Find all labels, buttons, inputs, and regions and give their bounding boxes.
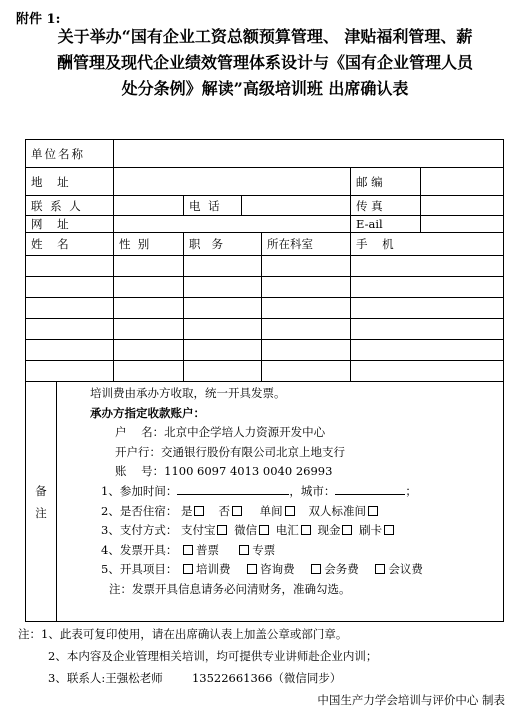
invoice-type-label: 4、发票开具： — [101, 542, 178, 557]
option-cash: 现金 — [317, 523, 341, 538]
footer-note-1: 注：1、此表可复印使用，请在出席确认表上加盖公章或部门章。 — [18, 627, 348, 641]
option-single-room: 单间 — [259, 503, 283, 518]
registration-form-table — [25, 139, 504, 622]
issuer-signature: 中国生产力学会培训与评价中心 制表 — [317, 693, 505, 707]
header-name: 姓 名 — [26, 233, 114, 256]
attendance-time-line — [57, 482, 503, 502]
account-name-label: 户 名： — [115, 425, 165, 440]
contact-person: 3、联系人:王强松老师 — [48, 671, 163, 685]
contact-phone: 13522661366（微信同步） — [191, 671, 342, 685]
account-no-label: 账 号： — [115, 464, 165, 479]
row-contact — [26, 196, 504, 216]
account-name-value: 北京中企学培人力资源开发中心 — [164, 425, 326, 440]
attendee-name-cell[interactable] — [26, 340, 114, 361]
option-card: 刷卡 — [359, 523, 383, 538]
option-no: 否 — [218, 503, 230, 518]
attendee-gender-cell[interactable] — [114, 361, 184, 382]
option-yes: 是 — [180, 503, 193, 518]
title-line-1: 关于举办“国有企业工资总额预算管理、 津贴福利管理、薪 — [57, 27, 473, 46]
postcode-field[interactable] — [421, 168, 504, 196]
invoice-item-line — [57, 560, 503, 580]
header-position: 职 务 — [184, 233, 262, 256]
attendee-mobile-cell[interactable] — [351, 361, 504, 382]
attendee-department-cell[interactable] — [262, 319, 351, 340]
remarks-row — [26, 382, 504, 622]
attendee-department-cell[interactable] — [262, 298, 351, 319]
remarks-label-1: 备 — [35, 483, 47, 498]
option-special-invoice: 专票 — [252, 542, 276, 557]
attendee-row — [26, 277, 504, 298]
header-mobile: 手 机 — [351, 233, 504, 256]
attendee-position-cell[interactable] — [184, 361, 262, 382]
attendee-row — [26, 361, 504, 382]
attendance-end: ； — [405, 483, 417, 498]
bank-value: 交通银行股份有限公司北京上地支行 — [161, 444, 345, 459]
attendee-department-cell[interactable] — [262, 340, 351, 361]
option-training-fee: 培训费 — [195, 562, 231, 577]
attendee-row — [26, 319, 504, 340]
account-no-line — [57, 462, 503, 482]
footer-note-2: 2、本内容及企业管理相关培训，均可提供专业讲师赴企业内训； — [48, 649, 378, 663]
attendee-gender-cell[interactable] — [114, 340, 184, 361]
remarks-label-2: 注 — [35, 505, 47, 520]
invoice-note: 注：发票开具信息请务必问清财务，准确勾选。 — [109, 581, 351, 596]
footer-note-3 — [48, 670, 341, 686]
checkbox-wire[interactable] — [301, 525, 311, 535]
attendee-position-cell[interactable] — [184, 256, 262, 277]
attendee-row — [26, 256, 504, 277]
option-alipay: 支付宝 — [180, 523, 216, 538]
attendee-name-cell[interactable] — [26, 298, 114, 319]
attendee-gender-cell[interactable] — [114, 319, 184, 340]
fee-note: 培训费由承办方收取，统一开具发票。 — [90, 386, 286, 400]
account-name-line — [57, 423, 503, 443]
email-label: E-ail — [351, 216, 421, 233]
title-line-2: 酬管理及现代企业绩效管理体系设计与《国有企业管理人员 — [56, 53, 473, 72]
attendee-name-cell[interactable] — [26, 319, 114, 340]
bank-label: 开户行： — [115, 444, 161, 459]
address-field[interactable] — [114, 168, 351, 196]
attendee-mobile-cell[interactable] — [351, 319, 504, 340]
option-wire: 电汇 — [275, 523, 299, 538]
checkbox-no[interactable] — [232, 506, 242, 516]
website-field[interactable] — [114, 216, 351, 233]
checkbox-single-room[interactable] — [285, 506, 295, 516]
row-unit-name — [26, 140, 504, 168]
checkbox-special-invoice[interactable] — [239, 545, 249, 555]
checkbox-wechat[interactable] — [259, 525, 269, 535]
contact-field[interactable] — [114, 196, 184, 216]
contact-label: 联 系 人 — [26, 196, 114, 216]
attendee-gender-cell[interactable] — [114, 298, 184, 319]
website-label: 网 址 — [26, 216, 114, 233]
fax-field[interactable] — [421, 196, 504, 216]
attendance-city-blank[interactable] — [335, 484, 405, 495]
attendance-time-blank[interactable] — [177, 484, 289, 495]
attendee-department-cell[interactable] — [262, 256, 351, 277]
attendee-row — [26, 298, 504, 319]
attendee-gender-cell[interactable] — [114, 256, 184, 277]
invoice-item-label: 5、开具项目： — [101, 562, 178, 577]
attachment-label: 附件 1: — [16, 12, 61, 27]
option-consulting-fee: 咨询费 — [260, 562, 295, 577]
attendee-mobile-cell[interactable] — [351, 256, 504, 277]
option-twin-room: 双人标准间 — [308, 503, 367, 518]
header-department: 所在科室 — [262, 233, 351, 256]
row-website — [26, 216, 504, 233]
phone-field[interactable] — [242, 196, 351, 216]
attendee-position-cell[interactable] — [184, 277, 262, 298]
attendance-city-label: ，城市： — [289, 483, 336, 498]
checkbox-alipay[interactable] — [217, 525, 227, 535]
unit-name-field[interactable] — [114, 140, 504, 168]
account-no-value: 1100 6097 4013 0040 26993 — [164, 464, 333, 479]
checkbox-conference-fee[interactable] — [311, 564, 321, 574]
postcode-label: 邮 编 — [351, 168, 421, 196]
checkbox-card[interactable] — [384, 525, 394, 535]
attendee-name-cell[interactable] — [26, 361, 114, 382]
checkbox-cash[interactable] — [342, 525, 352, 535]
address-label: 地 址 — [26, 168, 114, 196]
attendee-mobile-cell[interactable] — [351, 298, 504, 319]
attendee-position-cell[interactable] — [184, 319, 262, 340]
attendee-gender-cell[interactable] — [114, 277, 184, 298]
invoice-type-line — [57, 541, 503, 561]
attendee-position-cell[interactable] — [184, 340, 262, 361]
payment-label: 3、支付方式： — [101, 523, 178, 538]
attendance-time-label: 1、参加时间： — [101, 483, 178, 498]
attendee-mobile-cell[interactable] — [351, 277, 504, 298]
option-regular-invoice: 普票 — [195, 542, 219, 557]
attendee-department-cell[interactable] — [262, 361, 351, 382]
checkbox-meeting-fee[interactable] — [375, 564, 385, 574]
row-address — [26, 168, 504, 196]
document-title — [10, 24, 520, 102]
checkbox-training-fee[interactable] — [183, 564, 193, 574]
checkbox-consulting-fee[interactable] — [247, 564, 257, 574]
attendee-mobile-cell[interactable] — [351, 340, 504, 361]
option-wechat: 微信 — [234, 523, 258, 538]
account-title: 承办方指定收款账户： — [90, 405, 205, 420]
remarks-content — [57, 382, 504, 622]
attendee-name-cell[interactable] — [26, 256, 114, 277]
remarks-label — [26, 382, 57, 622]
checkbox-regular-invoice[interactable] — [183, 545, 193, 555]
option-meeting-fee: 会议费 — [388, 562, 423, 577]
checkbox-twin-room[interactable] — [368, 506, 378, 516]
title-line-3: 处分条例》解读”高级培训班 出席确认表 — [121, 79, 409, 98]
email-field[interactable] — [421, 216, 504, 233]
fax-label: 传 真 — [351, 196, 421, 216]
phone-label: 电 话 — [184, 196, 242, 216]
payment-line — [57, 521, 503, 541]
accommodation-line — [57, 502, 503, 522]
checkbox-yes[interactable] — [194, 506, 204, 516]
attendee-row — [26, 340, 504, 361]
unit-name-label: 单位名称 — [26, 140, 114, 168]
header-gender: 性 别 — [114, 233, 184, 256]
attendee-department-cell[interactable] — [262, 277, 351, 298]
bank-line — [57, 443, 503, 463]
accommodation-label: 2、是否住宿： — [101, 503, 178, 518]
attendee-position-cell[interactable] — [184, 298, 262, 319]
attendee-header-row — [26, 233, 504, 256]
option-conference-fee: 会务费 — [324, 562, 359, 577]
attendee-name-cell[interactable] — [26, 277, 114, 298]
